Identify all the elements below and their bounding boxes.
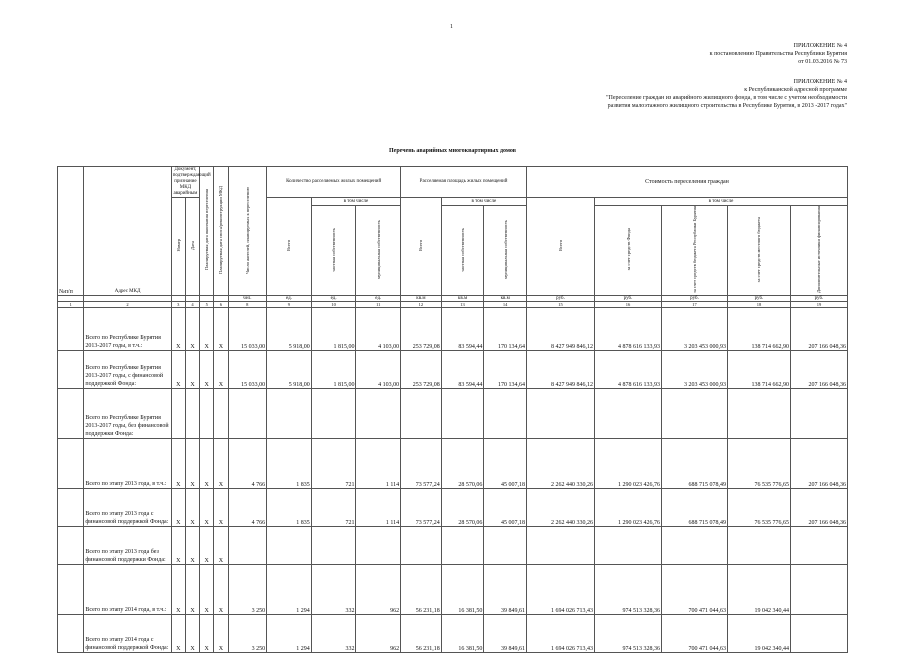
row-doc-number: X [171, 527, 185, 565]
row-cost-republic [662, 389, 728, 439]
row-cost-fund: 974 513 328,36 [595, 565, 662, 615]
row-doc-date: X [185, 439, 199, 489]
col-number: 5 [200, 302, 214, 308]
header-demolish-date: Планируемая дата сноса/реконструкции МКД [214, 167, 228, 296]
row-rooms-private: 721 [311, 439, 356, 489]
row-settle-date: X [200, 489, 214, 527]
row-cost-local: 138 714 662,90 [728, 351, 791, 389]
row-area-municipal: 170 134,64 [484, 351, 527, 389]
annex-line: от 01.03.2016 № 73 [798, 59, 847, 65]
row-num [58, 615, 84, 653]
row-doc-number: X [171, 439, 185, 489]
row-doc-date: X [185, 565, 199, 615]
row-cost-republic: 700 471 044,63 [662, 565, 728, 615]
row-cost-total: 8 427 949 846,12 [527, 351, 595, 389]
row-cost-local [728, 527, 791, 565]
row-area-municipal: 45 007,18 [484, 489, 527, 527]
row-rooms-private [311, 389, 356, 439]
row-cost-extra [790, 615, 847, 653]
row-demolish-date: X [214, 351, 228, 389]
row-area-total: 253 729,08 [401, 351, 442, 389]
row-people: 3 250 [228, 565, 267, 615]
row-area-total: 56 231,18 [401, 615, 442, 653]
unit-cell: чел. [228, 296, 267, 302]
row-cost-total [527, 527, 595, 565]
row-demolish-date: X [214, 439, 228, 489]
header-cost-total: Всего [527, 198, 595, 296]
row-rooms-municipal: 962 [356, 615, 401, 653]
annex-line: ПРИЛОЖЕНИЕ № 4 [793, 79, 847, 85]
row-doc-number: X [171, 615, 185, 653]
header-address: Адрес МКД [84, 167, 171, 296]
col-number: 14 [484, 302, 527, 308]
row-num [58, 527, 84, 565]
row-area-municipal: 39 849,61 [484, 615, 527, 653]
row-settle-date: X [200, 615, 214, 653]
row-rooms-municipal: 1 114 [356, 439, 401, 489]
row-cost-extra [790, 389, 847, 439]
row-doc-date: X [185, 615, 199, 653]
col-number: 3 [171, 302, 185, 308]
unit-cell: руб. [790, 296, 847, 302]
header-rooms-incl: в том числе [311, 198, 400, 206]
row-cost-republic [662, 527, 728, 565]
header-area: Расселяемая площадь жилых помещений [401, 167, 527, 198]
unit-cell: кв.м [401, 296, 442, 302]
header-cost-fund: за счет средств Фонда [595, 206, 662, 296]
table-row [58, 615, 848, 653]
row-rooms-municipal: 4 103,00 [356, 308, 401, 351]
row-people: 15 033,00 [228, 351, 267, 389]
unit-cell: кв.м [441, 296, 484, 302]
col-number: 12 [401, 302, 442, 308]
unit-cell: ед. [311, 296, 356, 302]
row-rooms-private: 721 [311, 489, 356, 527]
row-cost-republic: 688 715 078,49 [662, 489, 728, 527]
row-area-municipal [484, 527, 527, 565]
header-cost: Стоимость переселения граждан [527, 167, 848, 198]
row-cost-extra [790, 565, 847, 615]
row-cost-republic: 3 203 453 000,93 [662, 351, 728, 389]
row-demolish-date [214, 389, 228, 439]
row-rooms-total: 5 918,00 [267, 308, 312, 351]
row-doc-date: X [185, 351, 199, 389]
row-cost-fund [595, 389, 662, 439]
row-doc-number: X [171, 351, 185, 389]
row-area-total: 73 577,24 [401, 439, 442, 489]
row-rooms-private [311, 527, 356, 565]
row-cost-fund: 4 878 616 133,93 [595, 308, 662, 351]
col-number: 10 [311, 302, 356, 308]
row-demolish-date: X [214, 489, 228, 527]
header-settle-date: Планируемая дата окончания переселения [200, 167, 214, 296]
col-number: 6 [214, 302, 228, 308]
row-demolish-date: X [214, 615, 228, 653]
row-area-private: 83 594,44 [441, 308, 484, 351]
row-rooms-municipal [356, 527, 401, 565]
row-rooms-total: 1 294 [267, 615, 312, 653]
row-rooms-total [267, 389, 312, 439]
table-row [58, 565, 848, 615]
row-doc-number [171, 389, 185, 439]
row-cost-extra: 207 166 048,36 [790, 351, 847, 389]
row-demolish-date: X [214, 308, 228, 351]
row-area-private: 16 381,50 [441, 565, 484, 615]
row-rooms-total [267, 527, 312, 565]
row-settle-date: X [200, 308, 214, 351]
row-area-municipal: 45 007,18 [484, 439, 527, 489]
col-number: 8 [228, 302, 267, 308]
row-label: Всего по Республике Бурятия 2013-2017 годы, без финансовой поддержки Фонда: [84, 389, 171, 439]
header-rooms-total: Всего [267, 198, 312, 296]
row-settle-date: X [200, 351, 214, 389]
row-num [58, 308, 84, 351]
row-rooms-total: 1 294 [267, 565, 312, 615]
row-people: 15 033,00 [228, 308, 267, 351]
annex-line: к постановлению Правительства Республики Бурятия [709, 51, 847, 57]
row-cost-republic: 688 715 078,49 [662, 439, 728, 489]
row-label: Всего по этапу 2014 года, в т.ч.: [84, 565, 171, 615]
unit-cell: руб. [728, 296, 791, 302]
header-cost-local: за счет средств местного бюджета [728, 206, 791, 296]
col-number: 18 [728, 302, 791, 308]
row-cost-total: 1 694 026 713,43 [527, 615, 595, 653]
row-label: Всего по этапу 2013 года, в т.ч.: [84, 439, 171, 489]
table-row [58, 351, 848, 389]
col-number: 16 [595, 302, 662, 308]
row-area-private: 16 381,50 [441, 615, 484, 653]
annex-line: "Переселение граждан из аварийного жилищного фонда, в том числе с учетом необходимости [606, 95, 847, 101]
row-num [58, 565, 84, 615]
row-cost-local: 76 535 776,65 [728, 439, 791, 489]
col-number: 1 [58, 302, 84, 308]
row-rooms-private: 1 815,00 [311, 351, 356, 389]
header-people: Число жителей, планируемых к переселению [228, 167, 267, 296]
header-area-municipal: муниципальная собственность [484, 206, 527, 296]
row-area-total: 253 729,08 [401, 308, 442, 351]
row-rooms-private: 332 [311, 615, 356, 653]
page-number: 1 [450, 24, 453, 30]
col-number: 13 [441, 302, 484, 308]
row-area-total: 73 577,24 [401, 489, 442, 527]
row-rooms-municipal: 962 [356, 565, 401, 615]
col-number: 17 [662, 302, 728, 308]
col-number: 2 [84, 302, 171, 308]
row-doc-date [185, 389, 199, 439]
annex-line: ПРИЛОЖЕНИЕ № 4 [793, 43, 847, 49]
row-demolish-date: X [214, 565, 228, 615]
row-cost-republic: 700 471 044,63 [662, 615, 728, 653]
row-area-private [441, 527, 484, 565]
col-number: 11 [356, 302, 401, 308]
unit-cell: ед. [267, 296, 312, 302]
row-cost-fund [595, 527, 662, 565]
row-people [228, 527, 267, 565]
row-label: Всего по этапу 2013 года без финансовой поддержки Фонда: [84, 527, 171, 565]
row-doc-number: X [171, 565, 185, 615]
unit-cell: кв.м [484, 296, 527, 302]
row-label: Всего по этапу 2014 года с финансовой поддержкой Фонда: [84, 615, 171, 653]
row-cost-fund: 4 878 616 133,93 [595, 351, 662, 389]
row-settle-date: X [200, 439, 214, 489]
header-num: №п/п [58, 167, 84, 296]
row-cost-extra: 207 166 048,36 [790, 489, 847, 527]
annex-line: развития малоэтажного жилищного строительства в Республике Бурятия, в 2013 -2017 годах" [607, 103, 847, 109]
row-area-municipal [484, 389, 527, 439]
row-cost-fund: 1 290 023 426,76 [595, 439, 662, 489]
row-cost-local: 19 042 340,44 [728, 565, 791, 615]
header-cost-republic: за счет средств бюджета Республики Бурятия [662, 206, 728, 296]
row-cost-total: 2 262 440 330,26 [527, 489, 595, 527]
row-cost-local: 19 042 340,44 [728, 615, 791, 653]
row-cost-total: 1 694 026 713,43 [527, 565, 595, 615]
row-doc-date: X [185, 527, 199, 565]
table-row [58, 439, 848, 489]
row-cost-local: 138 714 662,90 [728, 308, 791, 351]
row-rooms-municipal: 4 103,00 [356, 351, 401, 389]
header-rooms: Количество расселяемых жилых помещений [267, 167, 401, 198]
row-rooms-total: 1 835 [267, 489, 312, 527]
row-label: Всего по этапу 2013 года с финансовой поддержкой Фонда: [84, 489, 171, 527]
annex-header-decree [710, 42, 847, 66]
row-rooms-total: 1 835 [267, 439, 312, 489]
row-doc-number: X [171, 489, 185, 527]
row-num [58, 489, 84, 527]
col-number: 19 [790, 302, 847, 308]
row-rooms-private: 1 815,00 [311, 308, 356, 351]
data-rows [58, 308, 848, 653]
row-people: 3 250 [228, 615, 267, 653]
row-area-private [441, 389, 484, 439]
col-number: 15 [527, 302, 595, 308]
header-rooms-municipal: муниципальная собственность [356, 206, 401, 296]
row-settle-date: X [200, 565, 214, 615]
row-doc-number: X [171, 308, 185, 351]
emergency-houses-table [57, 166, 848, 653]
row-cost-local: 76 535 776,65 [728, 489, 791, 527]
row-area-private: 28 570,06 [441, 439, 484, 489]
row-area-municipal: 39 849,61 [484, 565, 527, 615]
row-area-total [401, 527, 442, 565]
row-cost-republic: 3 203 453 000,93 [662, 308, 728, 351]
row-num [58, 389, 84, 439]
unit-cell: руб. [662, 296, 728, 302]
header-doc-number: Номер [171, 198, 185, 296]
header-area-total: Всего [401, 198, 442, 296]
row-label: Всего по Республике Бурятия 2013-2017 годы, в т.ч.: [84, 308, 171, 351]
row-rooms-municipal: 1 114 [356, 489, 401, 527]
row-cost-total [527, 389, 595, 439]
row-doc-date: X [185, 308, 199, 351]
row-settle-date: X [200, 527, 214, 565]
row-area-private: 83 594,44 [441, 351, 484, 389]
row-cost-extra [790, 527, 847, 565]
row-rooms-total: 5 918,00 [267, 351, 312, 389]
row-cost-total: 8 427 949 846,12 [527, 308, 595, 351]
row-num [58, 439, 84, 489]
row-people: 4 766 [228, 439, 267, 489]
row-rooms-private: 332 [311, 565, 356, 615]
row-rooms-municipal [356, 389, 401, 439]
row-area-municipal: 170 134,64 [484, 308, 527, 351]
row-settle-date [200, 389, 214, 439]
col-number: 9 [267, 302, 312, 308]
row-label: Всего по Республике Бурятия 2013-2017 годы, с финансовой поддержкой Фонда: [84, 351, 171, 389]
row-cost-local [728, 389, 791, 439]
row-people: 4 766 [228, 489, 267, 527]
header-rooms-private: частная собственность [311, 206, 356, 296]
row-area-total [401, 389, 442, 439]
row-cost-extra: 207 166 048,36 [790, 439, 847, 489]
annex-line: к Республиканской адресной программе [744, 87, 847, 93]
col-number: 4 [185, 302, 199, 308]
table-row [58, 389, 848, 439]
table-row [58, 527, 848, 565]
header-area-private: частная собственность [441, 206, 484, 296]
header-doc-date: Дата [185, 198, 199, 296]
header-cost-extra: Дополнительные источники финансирования [790, 206, 847, 296]
row-num [58, 351, 84, 389]
row-area-total: 56 231,18 [401, 565, 442, 615]
unit-cell: руб. [527, 296, 595, 302]
table-row [58, 308, 848, 351]
unit-cell: руб. [595, 296, 662, 302]
header-doc: Документ, подтверждающий признание МКД аварийным [172, 167, 211, 196]
document-title: Перечень аварийных многоквартирных домов [389, 148, 516, 154]
unit-cell: ед. [356, 296, 401, 302]
row-doc-date: X [185, 489, 199, 527]
row-area-private: 28 570,06 [441, 489, 484, 527]
row-cost-extra: 207 166 048,36 [790, 308, 847, 351]
header-area-incl: в том числе [441, 198, 526, 206]
row-cost-fund: 1 290 023 426,76 [595, 489, 662, 527]
row-demolish-date: X [214, 527, 228, 565]
table-row [58, 489, 848, 527]
row-people [228, 389, 267, 439]
annex-header-program [606, 78, 847, 110]
row-cost-total: 2 262 440 330,26 [527, 439, 595, 489]
row-cost-fund: 974 513 328,36 [595, 615, 662, 653]
header-cost-incl: в том числе [595, 198, 848, 206]
